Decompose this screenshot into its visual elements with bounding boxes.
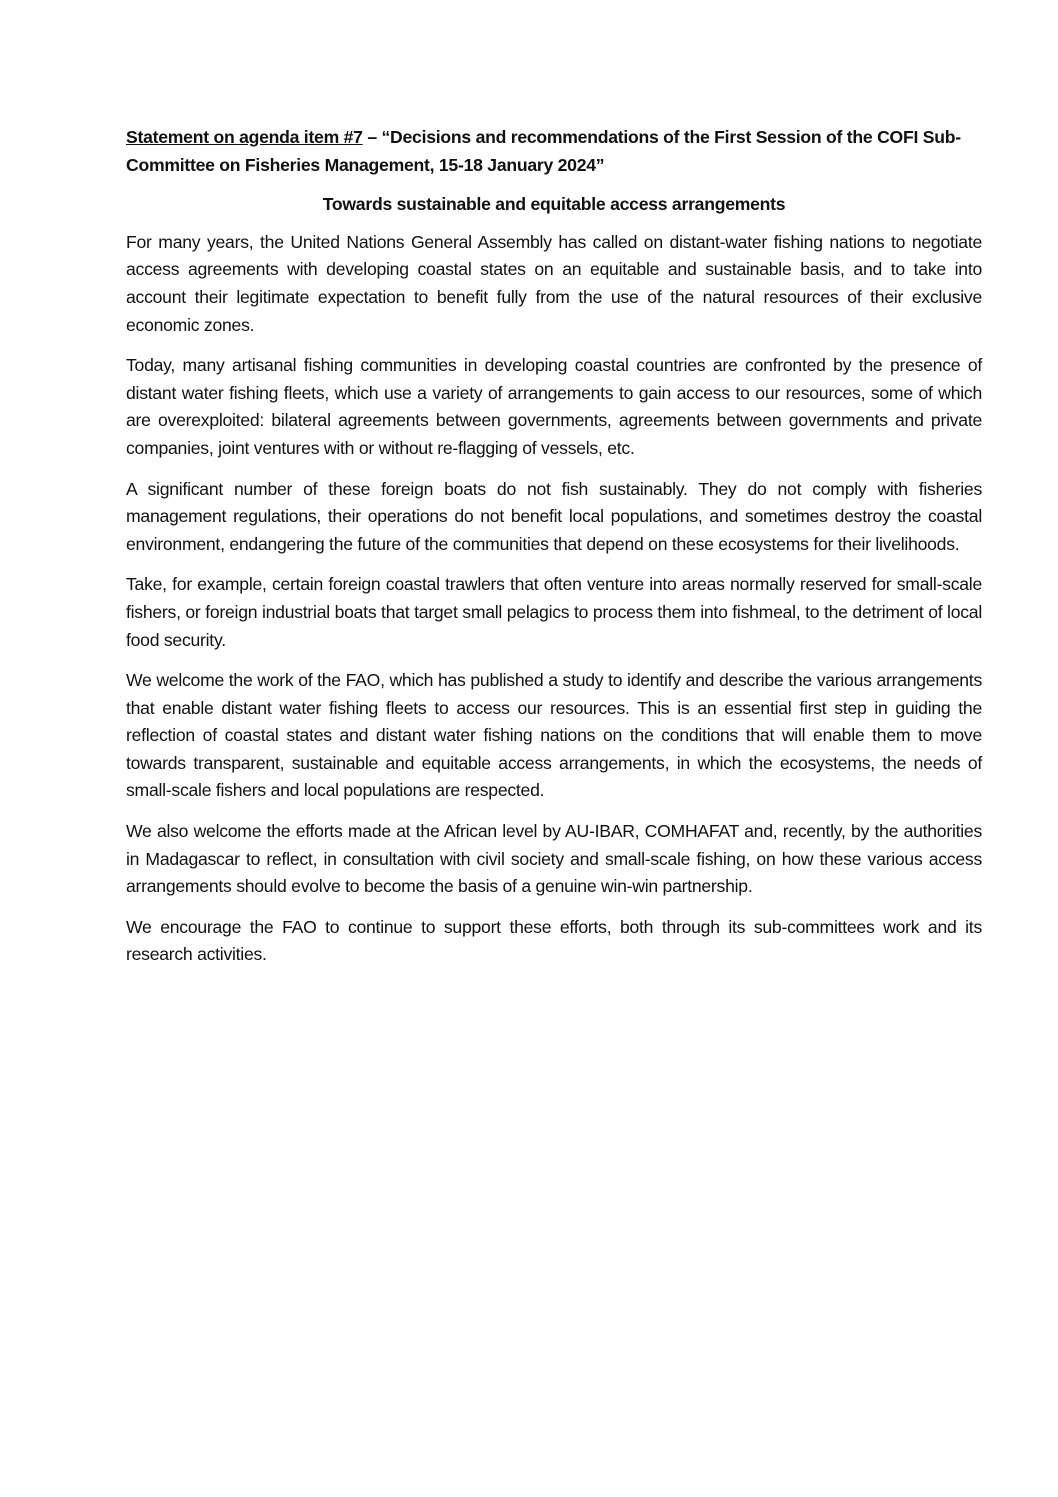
agenda-item-title: – “Decisions and recommendations of the First Session of the COFI Sub-Committee on Fisheries Management, 15-18 January 2024”	[126, 127, 961, 175]
paragraph-7: We encourage the FAO to continue to support these efforts, both through its sub-committees work and its research activities.	[126, 916, 982, 965]
paragraph-1: For many years, the United Nations General Assembly has called on distant-water fishing nations to negotiate access agreements with developing coastal states on an equitable and sustainable basis, and to take into account their legitimate expectation to benefit fully from the use of the natural resources of their exclusive economic zones.	[126, 231, 982, 335]
paragraph-2: Today, many artisanal fishing communities in developing coastal countries are confronted by the presence of distant water fishing fleets, which use a variety of arrangements to gain access to our resources, some of which are overexploited: bilateral agreements between governments, agreements between governments and private companies, joint ventures with or without re-flagging of vessels, etc.	[126, 355, 982, 458]
paragraph-5: We welcome the work of the FAO, which has published a study to identify and describe the various arrangements that enable distant water fishing fleets to access our resources. This is an essential first step in guiding the reflection of coastal states and distant water fishing nations on the conditions that will enable them to move towards transparent, sustainable and equitable access arrangements, in which the ecosystems, the needs of small-scale fishers and local populations are respected.	[126, 670, 982, 801]
paragraph-6: We also welcome the efforts made at the African level by AU-IBAR, COMHAFAT and, recently, by the authorities in Madagascar to reflect, in consultation with civil society and small-scale fishing, on how these various access arrangements should evolve to become the basis of a genuine win-win partnership.	[126, 821, 982, 897]
document-page	[126, 124, 982, 982]
document-subtitle: Towards sustainable and equitable access arrangements	[322, 194, 786, 215]
statement-heading	[126, 124, 982, 179]
paragraph-3: A significant number of these foreign boats do not fish sustainably. They do not comply with fisheries management regulations, their operations do not benefit local populations, and sometimes destroy the coastal environment, endangering the future of the communities that depend on these ecosystems for their livelihoods.	[126, 478, 982, 554]
agenda-item-label: Statement on agenda item #7	[126, 127, 363, 147]
paragraph-4: Take, for example, certain foreign coastal trawlers that often venture into areas normally reserved for small-scale fishers, or foreign industrial boats that target small pelagics to process them into fishmeal, to the detriment of local food security.	[126, 574, 982, 650]
